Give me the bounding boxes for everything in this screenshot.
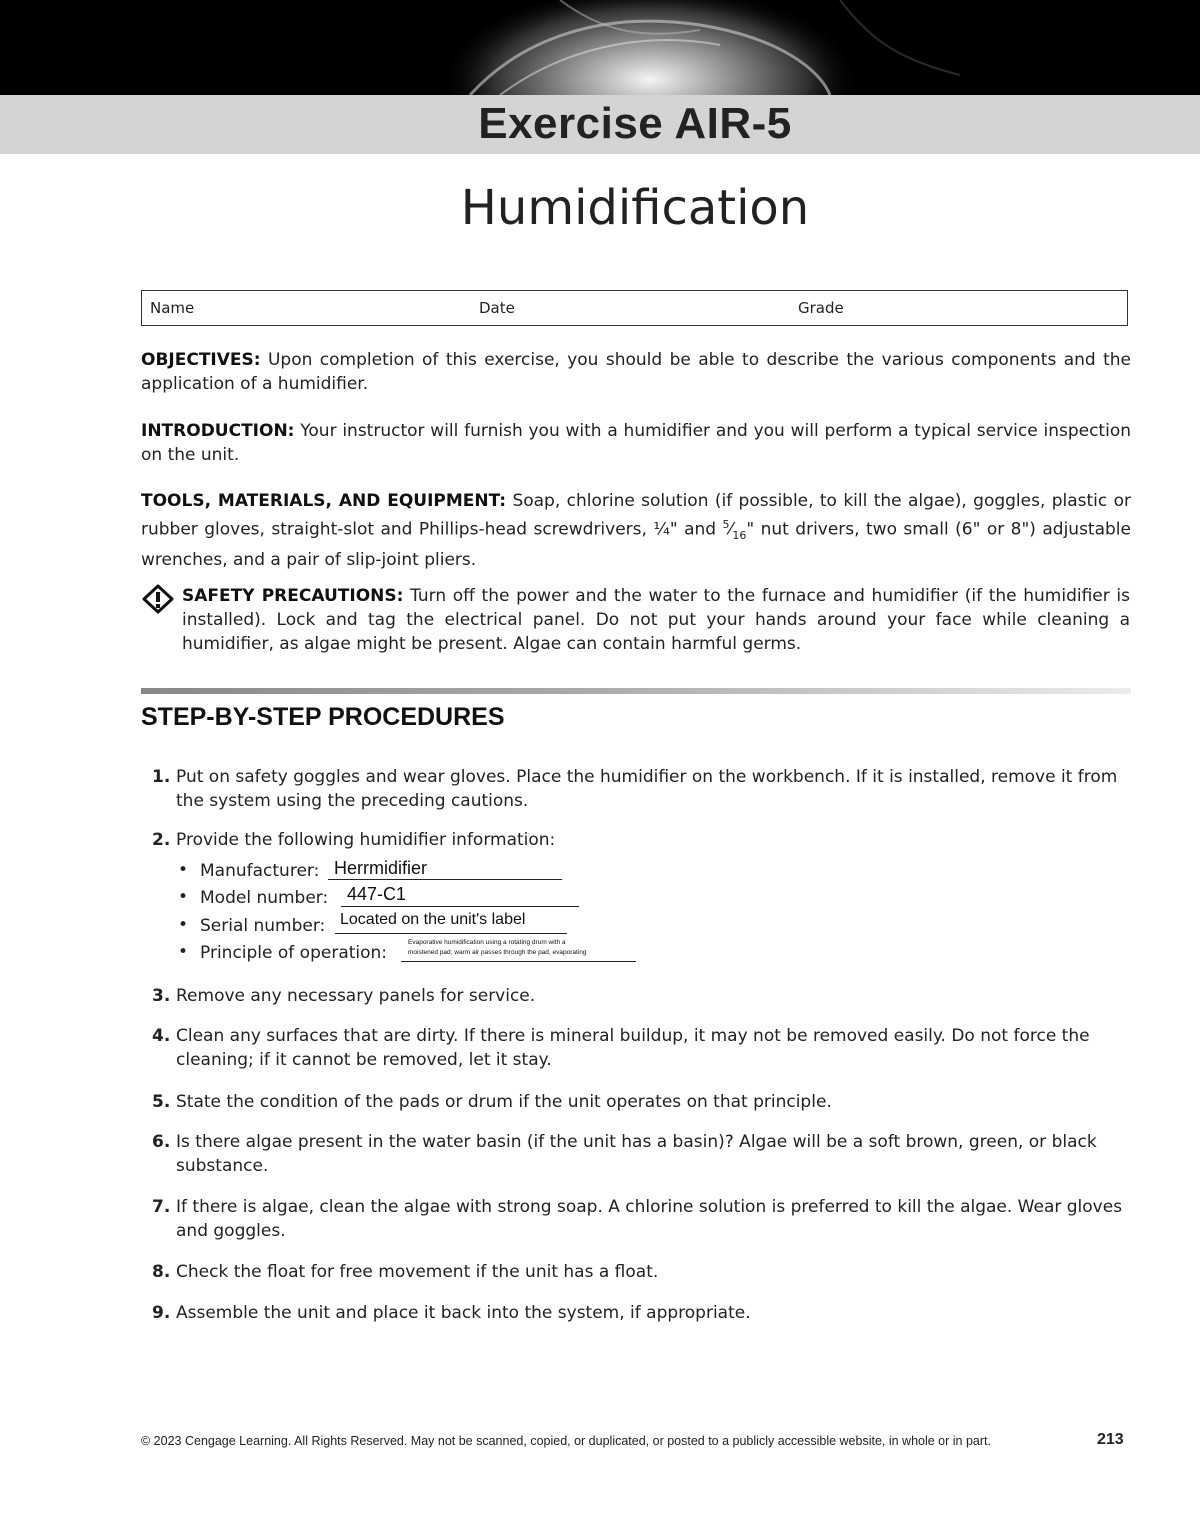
- step-text: Remove any necessary panels for service.: [176, 986, 536, 1006]
- step-text: Is there algae present in the water basin (if the unit has a basin)? Algae will be a soft brown, green, or black substance.: [176, 1132, 1097, 1176]
- step-number: 3.: [152, 986, 171, 1006]
- step-text: Clean any surfaces that are dirty. If there is mineral buildup, it may not be removed easily. Do not force the cleaning; if it cannot be removed, let it stay.: [176, 1026, 1090, 1070]
- step-text: If there is algae, clean the algae with strong soap. A chlorine solution is preferred to kill the algae. Wear gloves and goggles.: [176, 1197, 1123, 1241]
- page-title: Humidification: [460, 180, 810, 236]
- serial-number-label: Serial number:: [200, 916, 326, 936]
- header-banner-image: [0, 0, 1200, 95]
- tools-text-1: Soap, chlorine solution (if possible, to kill the algae), goggles, plastic or rubber gloves, straight-slot and Phillips-head screwdrivers, ¼" and: [141, 491, 1131, 540]
- principle-value-line-1: Evaporative humidification using a rotating drum with a: [408, 939, 566, 946]
- introduction-paragraph: [141, 419, 1131, 467]
- principle-label: Principle of operation:: [200, 943, 388, 963]
- copyright-notice: © 2023 Cengage Learning. All Rights Reserved. May not be scanned, copied, or duplicated, or posted to a publicly accessible website, in whole or in part.: [141, 1434, 991, 1448]
- objectives-label: OBJECTIVES:: [141, 350, 261, 370]
- step-number: 5.: [152, 1092, 171, 1112]
- manufacturer-field[interactable]: Herrmidifier: [328, 858, 562, 880]
- objectives-paragraph: [141, 348, 1131, 396]
- step-number: 8.: [152, 1262, 171, 1282]
- fraction-numerator: 5: [722, 518, 730, 531]
- safety-label: SAFETY PRECAUTIONS:: [182, 586, 404, 606]
- serial-number-field[interactable]: Located on the unit's label: [335, 911, 567, 934]
- principle-value-line-2: moistened pad; warm air passes through the pad, evaporating: [408, 949, 587, 956]
- step-text: Check the float for free movement if the unit has a float.: [176, 1262, 659, 1282]
- step-number: 7.: [152, 1197, 171, 1217]
- safety-paragraph: [182, 584, 1130, 656]
- name-date-grade-box: [141, 290, 1128, 326]
- banner-photo: [0, 0, 1200, 95]
- objectives-text: Upon completion of this exercise, you should be able to describe the various components and the application of a humidifier.: [141, 350, 1131, 394]
- procedures-heading: STEP-BY-STEP PROCEDURES: [141, 703, 505, 731]
- step-text: Provide the following humidifier information:: [176, 830, 556, 850]
- name-field-label: Name: [150, 299, 195, 317]
- step-number: 1.: [152, 767, 171, 787]
- manufacturer-label: Manufacturer:: [200, 861, 320, 881]
- step-number: 2.: [152, 830, 171, 850]
- model-number-label: Model number:: [200, 888, 329, 908]
- fraction-denominator: 16: [732, 529, 747, 543]
- caution-diamond-icon: [141, 584, 175, 614]
- step-number: 4.: [152, 1026, 171, 1046]
- step-number: 6.: [152, 1132, 171, 1152]
- step-text: Assemble the unit and place it back into the system, if appropriate.: [176, 1303, 751, 1323]
- bullet-icon: •: [178, 915, 189, 935]
- introduction-label: INTRODUCTION:: [141, 421, 295, 441]
- safety-text: Turn off the power and the water to the furnace and humidifier (if the humidifier is installed). Lock and tag the electrical panel. Do not put your hands around your face while cleaning a humidifier, as algae might be present. Algae can contain harmful germs.: [182, 586, 1130, 654]
- tools-text-2: " nut drivers, two small (6" or 8") adjustable wrenches, and a pair of slip-joint pliers.: [141, 519, 1131, 571]
- exercise-title: Exercise AIR-5: [478, 99, 792, 148]
- date-field-label: Date: [479, 299, 515, 317]
- step-text: State the condition of the pads or drum if the unit operates on that principle.: [176, 1092, 832, 1112]
- grade-field-label: Grade: [798, 299, 844, 317]
- step-number: 9.: [152, 1303, 171, 1323]
- section-divider: [141, 688, 1131, 694]
- tools-label: TOOLS, MATERIALS, AND EQUIPMENT:: [141, 491, 507, 511]
- introduction-text: Your instructor will furnish you with a humidifier and you will perform a typical service inspection on the unit.: [141, 421, 1131, 465]
- page-number: 213: [1097, 1431, 1124, 1448]
- bullet-icon: •: [178, 887, 189, 907]
- bullet-icon: •: [178, 860, 189, 880]
- step-text: Put on safety goggles and wear gloves. Place the humidifier on the workbench. If it is installed, remove it from the system using the preceding cautions.: [176, 767, 1118, 811]
- bullet-icon: •: [178, 942, 189, 962]
- tools-paragraph: TOOLS, MATERIALS, AND EQUIPMENT: Soap, chlorine solution (if possible, to kill the algae), goggles, plastic or rubber gloves, straight-slot and Phillips-head screwdrivers, ¼" and $^5⁄_{16}$" nut drivers, two small (6" or 8") adjustable wrenches, and a pair of slip-joint pliers.: [141, 491, 1131, 571]
- model-number-field[interactable]: 447-C1: [341, 884, 579, 907]
